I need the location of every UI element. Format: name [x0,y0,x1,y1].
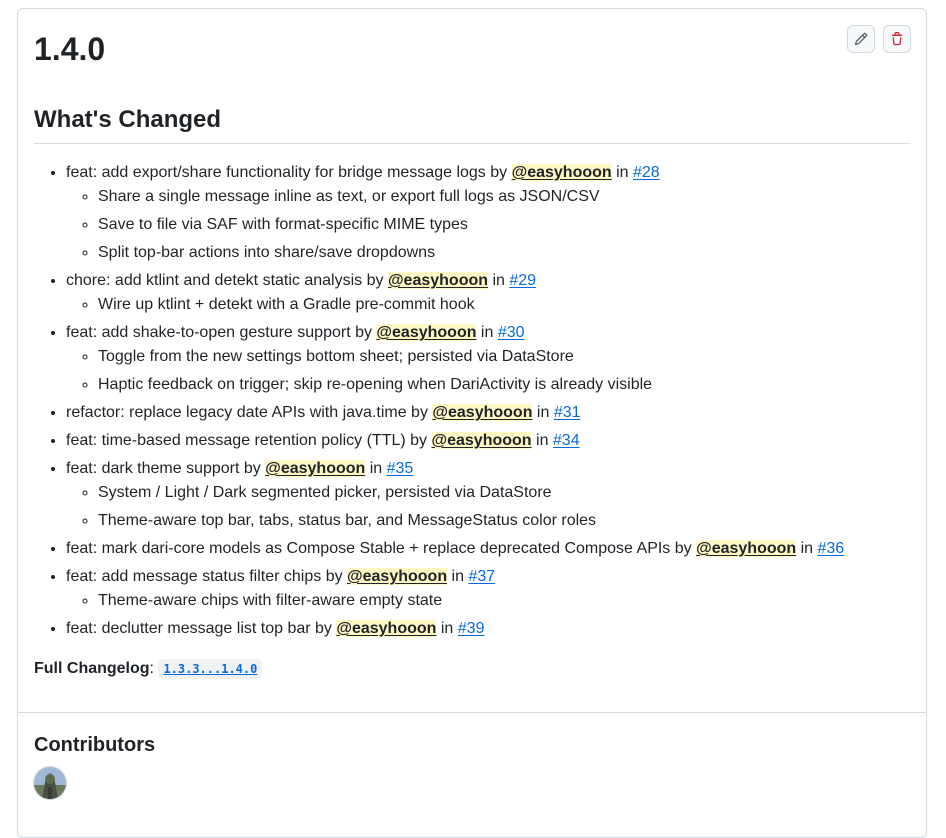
changelog-separator: : [149,660,159,677]
change-details-list [66,589,946,613]
pull-request-link[interactable]: #37 [468,568,496,585]
pull-request-link[interactable]: #30 [497,324,525,341]
change-text: feat: mark dari-core models as Compose Stable + replace deprecated Compose APIs by [66,540,697,557]
change-detail-item: ◦ Share a single message inline as text, or export full logs as JSON/CSV [98,185,946,209]
change-detail-item: ◦ Save to file via SAF with format-specific MIME types [98,213,946,237]
change-item [66,401,946,425]
change-text: feat: time-based message retention policy (TTL) by [66,432,432,449]
change-joiner: in [531,432,553,449]
change-joiner: in [476,324,498,341]
changelog-label: Full Changelog [34,660,150,677]
author-mention-link[interactable]: @easyhooon [347,568,448,585]
changes-list [34,161,946,645]
change-item [66,565,946,613]
contributors-heading: Contributors [34,734,156,756]
change-details-list [66,293,946,317]
change-item [66,457,946,533]
change-details-list [66,481,946,533]
author-mention-link[interactable]: @easyhooon [336,620,437,637]
change-joiner: in [796,540,818,557]
pull-request-link[interactable]: #31 [553,404,581,421]
release-actions [847,25,911,53]
edit-release-button[interactable] [847,25,875,53]
change-item [66,269,946,317]
change-detail-item: ◦ Theme-aware top bar, tabs, status bar, and MessageStatus color roles [98,509,946,533]
change-joiner: in [436,620,458,637]
change-item [66,161,946,265]
author-mention-link[interactable]: @easyhooon [431,432,532,449]
section-divider [18,712,926,713]
change-joiner: in [488,272,510,289]
release-card [17,8,927,838]
change-joiner: in [611,164,633,181]
release-title: 1.4.0 [34,31,106,67]
change-detail-item: ◦ Theme-aware chips with filter-aware empty state [98,589,946,613]
full-changelog [34,657,262,681]
author-mention-link[interactable]: @easyhooon [432,404,533,421]
change-item [66,617,946,641]
change-detail-item: ◦ Split top-bar actions into share/save dropdowns [98,241,946,265]
change-item [66,321,946,397]
changelog-compare-link[interactable]: 1.3.3...1.4.0 [158,659,262,679]
change-text: feat: add shake-to-open gesture support by [66,324,377,341]
change-text: feat: declutter message list top bar by [66,620,337,637]
change-text: refactor: replace legacy date APIs with java.time by [66,404,433,421]
pencil-icon [854,31,868,47]
author-mention-link[interactable]: @easyhooon [511,164,612,181]
pull-request-link[interactable]: #35 [386,460,414,477]
change-details-list [66,185,946,265]
change-details-list [66,345,946,397]
avatar-image [34,767,66,799]
change-joiner: in [447,568,469,585]
change-detail-item: ◦ Wire up ktlint + detekt with a Gradle pre-commit hook [98,293,946,317]
pull-request-link[interactable]: #29 [509,272,537,289]
change-text: chore: add ktlint and detekt static analysis by [66,272,388,289]
change-text: feat: add export/share functionality for bridge message logs by [66,164,512,181]
pull-request-link[interactable]: #28 [633,164,660,181]
author-mention-link[interactable]: @easyhooon [376,324,477,341]
change-detail-item: ◦ Toggle from the new settings bottom sheet; persisted via DataStore [98,345,946,369]
change-item [66,537,946,561]
change-joiner: in [365,460,387,477]
delete-release-button[interactable] [883,25,911,53]
change-joiner: in [532,404,554,421]
author-mention-link[interactable]: @easyhooon [387,272,489,289]
pull-request-link[interactable]: #34 [552,432,580,449]
author-mention-link[interactable]: @easyhooon [696,540,797,557]
change-text: feat: dark theme support by [66,460,266,477]
pull-request-link[interactable]: #39 [457,620,485,637]
change-detail-item: ◦ Haptic feedback on trigger; skip re-opening when DariActivity is already visible [98,373,946,397]
author-mention-link[interactable]: @easyhooon [265,460,366,477]
trash-icon [890,31,904,47]
pull-request-link[interactable]: #36 [817,540,845,557]
contributor-avatar[interactable] [34,767,66,799]
change-item [66,429,946,453]
change-detail-item: ◦ System / Light / Dark segmented picker, persisted via DataStore [98,481,946,505]
whats-changed-heading: What's Changed [34,105,911,144]
change-text: feat: add message status filter chips by [66,568,348,585]
